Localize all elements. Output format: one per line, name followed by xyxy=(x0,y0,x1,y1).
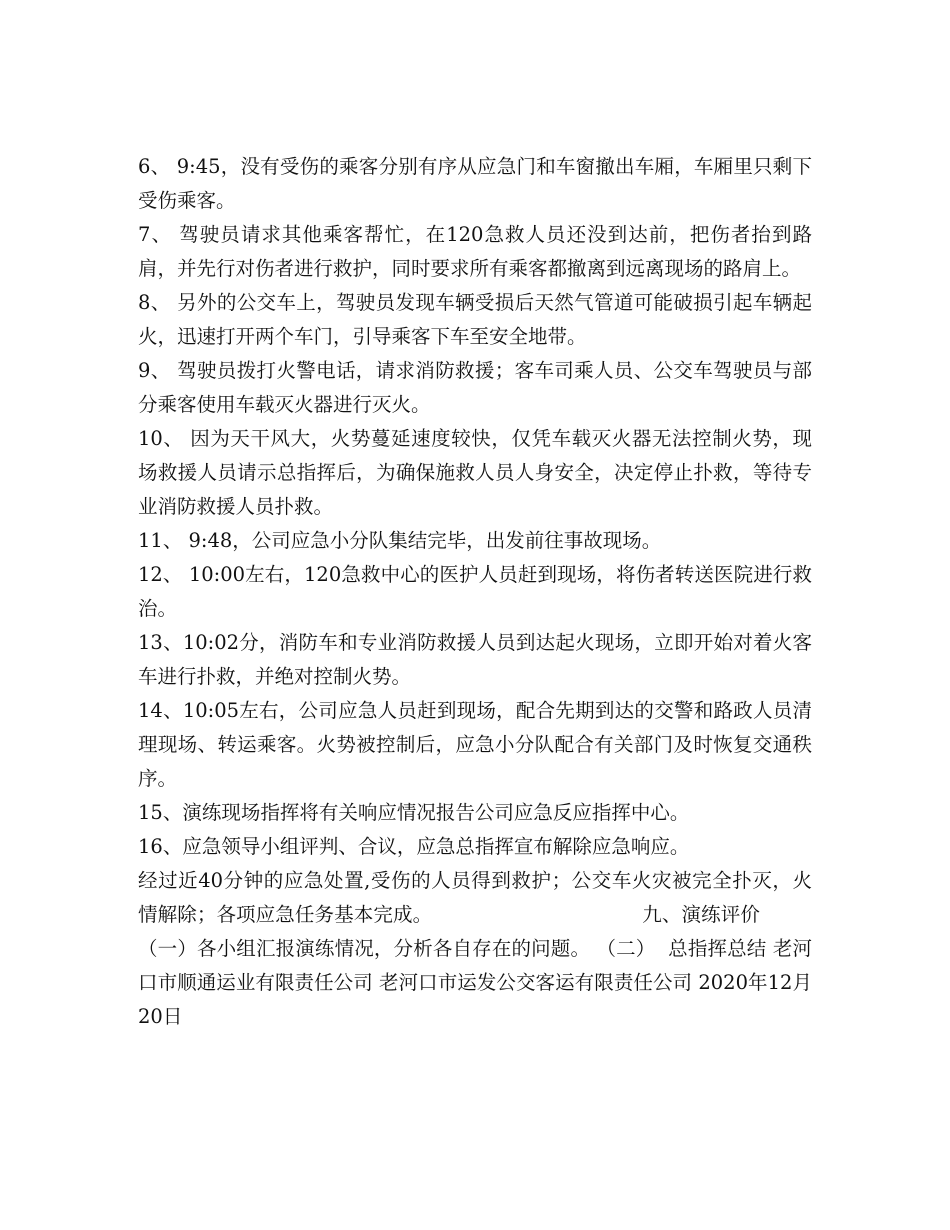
document-date: 2020年12月20日 xyxy=(138,971,812,1028)
list-item-14: 14、10:05左右，公司应急人员赶到现场，配合先期到达的交警和路政人员清理现场、转运乘客。火势被控制后，应急小分队配合有关部门及时恢复交通秩序。 xyxy=(138,699,812,790)
list-item-9: 9、 驾驶员拨打火警电话，请求消防救援；客车司乘人员、公交车驾驶员与部分乘客使用车载灭火器进行灭火。 xyxy=(138,359,812,416)
section-title: 九、演练评价 xyxy=(642,903,760,926)
organization-one: 老河口市顺通运业有限责任公司 xyxy=(138,937,812,994)
subsection-two: （二） 总指挥总结 xyxy=(596,937,767,960)
closing-paragraph xyxy=(138,864,812,1034)
list-item-7: 7、 驾驶员请求其他乘客帮忙，在120急救人员还没到达前，把伤者抬到路肩，并先行对伤者进行救护，同时要求所有乘客都撤离到远离现场的路肩上。 xyxy=(138,223,812,280)
list-item-12: 12、 10:00左右，120急救中心的医护人员赶到现场，将伤者转送医院进行救治。 xyxy=(138,563,812,620)
list-item-15: 15、演练现场指挥将有关响应情况报告公司应急反应指挥中心。 xyxy=(138,801,690,824)
list-item-13: 13、10:02分，消防车和专业消防救援人员到达起火现场，立即开始对着火客车进行扑救，并绝对控制火势。 xyxy=(138,631,812,688)
subsection-one: （一）各小组汇报演练情况，分析各自存在的问题。 xyxy=(138,937,591,960)
list-item-6: 6、 9:45，没有受伤的乘客分别有序从应急门和车窗撤出车厢，车厢里只剩下受伤乘客。 xyxy=(138,155,812,212)
organization-two: 老河口市运发公交客运有限责任公司 xyxy=(379,971,693,994)
summary-text: 经过近40分钟的应急处置,受伤的人员得到救护；公交车火灾被完全扑灭，火情解除；各项应急任务基本完成。 xyxy=(138,869,812,926)
list-item-8: 8、 另外的公交车上，驾驶员发现车辆受损后天然气管道可能破损引起车辆起火，迅速打开两个车门，引导乘客下车至安全地带。 xyxy=(138,291,812,348)
list-item-11: 11、 9:48，公司应急小分队集结完毕，出发前往事故现场。 xyxy=(138,529,662,552)
document-body xyxy=(138,150,812,1034)
list-item-16: 16、应急领导小组评判、合议，应急总指挥宣布解除应急响应。 xyxy=(138,835,690,858)
list-item-10: 10、 因为天干风大，火势蔓延速度较快，仅凭车载灭火器无法控制火势，现场救援人员请示总指挥后，为确保施救人员人身安全，决定停止扑救，等待专业消防救援人员扑救。 xyxy=(138,427,812,518)
